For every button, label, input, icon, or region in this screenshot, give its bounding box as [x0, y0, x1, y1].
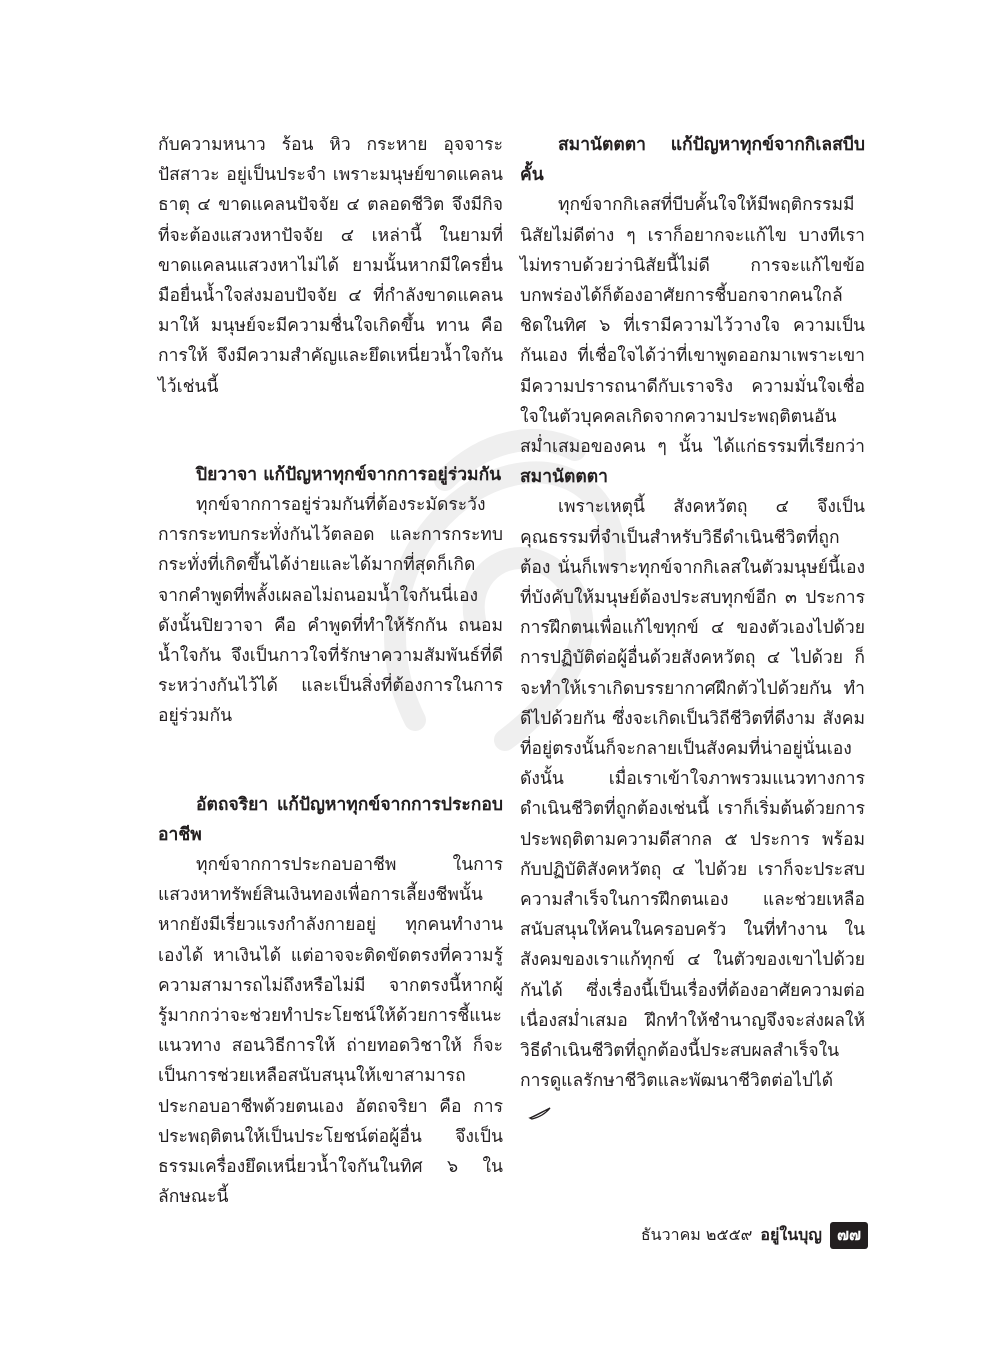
heading-samanattata: สมานัตตตา แก้ปัญหาทุกข์จากกิเลสบีบคั้น — [520, 135, 865, 186]
atthacariya-paragraph: ทุกข์จากการประกอบอาชีพ ในการแสวงหาทรัพย์สินเงินทองเพื่อการเลี้ยงชีพนั้นหากยังมีเรี่ยวแรงกำลังกายอยู่ ทุกคนทำงานเองได้ หาเงินได้ แต่อาจจะติดขัดตรงที่ความรู้ความสามารถไม่ถึงหรือไม่มี จากตรงนี้หากผู้รู้มากกว่าจะช่วยทำประโยชน์ให้ด้วยการชี้แนะแนวทาง สอนวิธีการให้ ถ่ายทอดวิชาให้ ก็จะเป็นการช่วยเหลือสนับสนุนให้เขาสามารถประกอบอาชีพด้วยตนเอง อัตถจริยา คือ การประพฤติตนให้เป็นประโยชน์ต่อผู้อื่น จึงเป็นธรรมเครื่องยึดเหนี่ยวน้ำใจกันในทิศ ๖ ในลักษณะนี้ — [158, 855, 503, 1208]
samanattata-paragraph — [520, 190, 865, 492]
heading-piyavaca: ปิยวาจา แก้ปัญหาทุกข์จากการอยู่ร่วมกัน — [196, 464, 502, 485]
quill-end-icon — [528, 1106, 552, 1120]
issue-date: ธันวาคม ๒๕๕๙ — [640, 1225, 753, 1244]
intro-paragraph: กับความหนาว ร้อน หิว กระหาย อุจจาระ ปัสสาวะ อยู่เป็นประจำ เพราะมนุษย์ขาดแคลนธาตุ ๔ ขาดแคลนปัจจัย ๔ ตลอดชีวิต จึงมีกิจที่จะต้องแสวงหาปัจจัย ๔ เหล่านี้ ในยามที่ขาดแคลนแสวงหาไม่ได้ ยามนั้นหากมีใครยื่นมือยื่นน้ำใจส่งมอบปัจจัย ๔ ที่กำลังขาดแคลนมาให้ มนุษย์จะมีความชื่นใจเกิดขึ้น ทาน คือการให้ จึงมีความสำคัญและยึดเหนี่ยวน้ำใจกันไว้เช่นนี้ — [158, 135, 503, 397]
magazine-name: อยู่ในบุญ — [760, 1225, 822, 1244]
page-footer — [641, 1222, 868, 1249]
conclusion-body: เพราะเหตุนี้ สังคหวัตถุ ๔ จึงเป็นคุณธรรมที่จำเป็นสำหรับวิธีดำเนินชีวิตที่ถูกต้อง นั่นก็เพราะทุกข์จากกิเลสในตัวมนุษย์นี้เอง ที่บังคับให้มนุษย์ต้องประสบทุกข์อีก ๓ ประการ การฝึกตนเพื่อแก้ไขทุกข์ ๔ ของตัวเองไปด้วย การปฏิบัติต่อผู้อื่นด้วยสังคหวัตถุ ๔ ไปด้วย ก็จะทำให้เราเกิดบรรยากาศฝึกตัวไปด้วยกัน ทำดีไปด้วยกัน ซึ่งจะเกิดเป็นวิถีชีวิตที่ดีงาม สังคมที่อยู่ตรงนั้นก็จะกลายเป็นสังคมที่น่าอยู่นั่นเอง ดังนั้น เมื่อเราเข้าใจภาพรวมแนวทางการดำเนินชีวิตที่ถูกต้องเช่นนี้ เราก็เริ่มต้นด้วยการประพฤติตามความดีสากล ๕ ประการ พร้อมกับปฏิบัติสังคหวัตถุ ๔ ไปด้วย เราก็จะประสบความสำเร็จในการฝึกตนเอง และช่วยเหลือสนับสนุนให้คนในครอบครัว ในที่ทำงาน ในสังคมของเราแก้ทุกข์ ๔ ในตัวของเขาไปด้วยกันได้ ซึ่งเรื่องนี้เป็นเรื่องที่ต้องอาศัยความต่อเนื่องสม่ำเสมอ ฝึกทำให้ชำนาญจึงจะส่งผลให้วิธีดำเนินชีวิตที่ถูกต้องนี้ประสบผลสำเร็จในการดูแลรักษาชีวิตและพัฒนาชีวิตต่อไปได้ — [520, 497, 865, 1092]
samanattata-body: ทุกข์จากกิเลสที่บีบคั้นใจให้มีพฤติกรรมมีนิสัยไม่ดีต่าง ๆ เราก็อยากจะแก้ไข บางทีเราไม่ทราบด้วยว่านิสัยนี้ไม่ดี การจะแก้ไขข้อบกพร่องได้ก็ต้องอาศัยการชี้บอกจากคนใกล้ชิดในทิศ ๖ ที่เรามีความไว้วางใจ ความเป็นกันเอง ที่เชื่อใจได้ว่าที่เขาพูดออกมาเพราะเขามีความปรารถนาดีกับเราจริง ความมั่นใจเชื่อใจในตัวบุคคลเกิดจากความประพฤติตนอันสม่ำเสมอของคน ๆ นั้น ได้แก่ธรรมที่เรียกว่า — [520, 195, 865, 458]
left-column — [158, 130, 503, 1213]
right-column — [520, 130, 865, 1127]
heading-atthacariya: อัตถจริยา แก้ปัญหาทุกข์จากการประกอบอาชีพ — [158, 794, 503, 845]
page-number: ๗๗ — [830, 1222, 868, 1249]
piyavaca-paragraph: ทุกข์จากการอยู่ร่วมกันที่ต้องระมัดระวังการกระทบกระทั่งกันไว้ตลอด และการกระทบกระทั่งที่เกิดขึ้นได้ง่ายและได้มากที่สุดก็เกิดจากคำพูดที่พลั้งเผลอไม่ถนอมน้ำใจกันนี่เอง ดังนั้นปิยวาจา คือ คำพูดที่ทำให้รักกัน ถนอมน้ำใจกัน จึงเป็นกาวใจที่รักษาความสัมพันธ์ที่ดีระหว่างกันไว้ได้ และเป็นสิ่งที่ต้องการในการอยู่ร่วมกัน — [158, 495, 503, 727]
samanattata-term: สมานัตตตา — [520, 467, 608, 488]
conclusion-paragraph — [520, 492, 865, 1126]
